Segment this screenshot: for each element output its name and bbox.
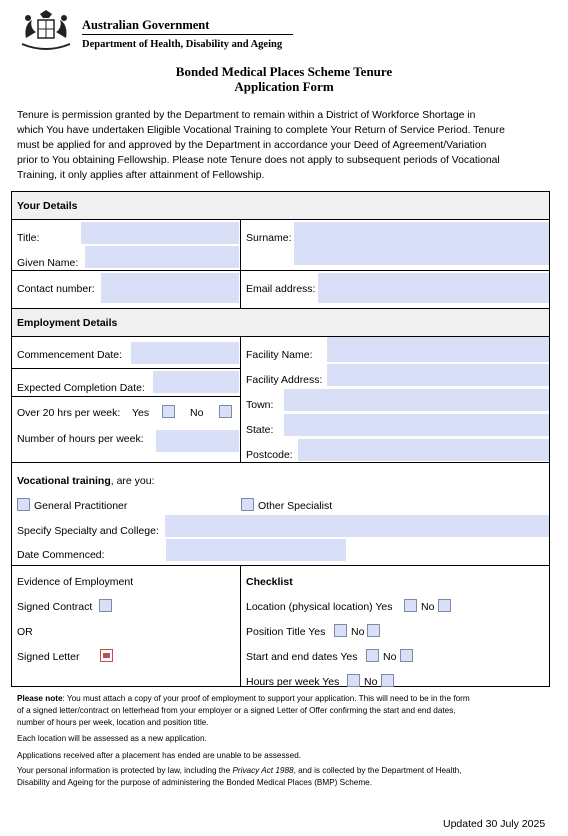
position-yes-checkbox[interactable]: [334, 624, 347, 637]
date-commenced-field[interactable]: [166, 539, 346, 561]
checklist-heading: Checklist: [246, 576, 293, 588]
checked-mark-icon: [103, 653, 110, 658]
please-note-line: of a signed letter/contract on letterhead from your employer or a signed Letter of Offer confirming the start and end dates,: [17, 706, 456, 715]
intro-line: prior to You obtaining Fellowship. Please note Tenure does not apply to subsequent periods of Vocational: [17, 155, 500, 166]
location-no-label: No: [421, 601, 435, 613]
dates-no-checkbox[interactable]: [400, 649, 413, 662]
contact-number-label: Contact number:: [17, 283, 95, 295]
dates-no-label: No: [383, 651, 397, 663]
intro-line: Tenure is permission granted by the Department to remain within a District of Workforce Shortage in: [17, 110, 476, 121]
state-field[interactable]: [284, 414, 549, 436]
vocational-heading-rest: , are you:: [110, 475, 155, 487]
or-label: OR: [17, 626, 33, 638]
vocational-heading: [17, 475, 155, 487]
gp-checkbox[interactable]: [17, 498, 30, 511]
please-note-line: [17, 693, 470, 705]
checklist-dates-label: Start and end dates Yes: [246, 651, 358, 663]
hours-yes-checkbox[interactable]: [347, 674, 360, 687]
position-no-checkbox[interactable]: [367, 624, 380, 637]
over-20-yes-checkbox[interactable]: [162, 405, 175, 418]
over-20-yes-label: Yes: [132, 407, 150, 419]
intro-line: must be applied for and approved by the Department in accordance your Deed of Agreement/Variation: [17, 140, 487, 151]
facility-address-field[interactable]: [327, 364, 549, 386]
position-no-label: No: [351, 626, 365, 638]
each-location-note: Each location will be assessed as a new application.: [17, 734, 207, 743]
section-employment-heading: Employment Details: [17, 317, 118, 329]
divider: [11, 368, 240, 369]
privacy-note: [17, 765, 462, 789]
facility-name-label: Facility Name:: [246, 349, 313, 361]
privacy-line: [17, 765, 462, 777]
other-specialist-label: Other Specialist: [258, 500, 333, 512]
please-note-line: number of hours per week, location and position title.: [17, 718, 209, 727]
commencement-date-field[interactable]: [131, 342, 239, 364]
title-label: Title:: [17, 232, 40, 244]
privacy-text-b: , and is collected by the Department of Health,: [293, 766, 462, 775]
over-20-no-checkbox[interactable]: [219, 405, 232, 418]
facility-name-field[interactable]: [327, 337, 549, 362]
signed-contract-label: Signed Contract: [17, 601, 93, 613]
specialty-label: Specify Specialty and College:: [17, 525, 159, 537]
dates-yes-checkbox[interactable]: [366, 649, 379, 662]
title-field[interactable]: [81, 222, 239, 244]
hours-per-week-label: Number of hours per week:: [17, 433, 144, 445]
email-label: Email address:: [246, 283, 316, 295]
hours-no-checkbox[interactable]: [381, 674, 394, 687]
location-no-checkbox[interactable]: [438, 599, 451, 612]
divider: [11, 219, 550, 220]
section-your-details-heading: Your Details: [17, 200, 78, 212]
state-label: State:: [246, 424, 274, 436]
signed-letter-checkbox[interactable]: [100, 649, 113, 662]
checklist-location-label: Location (physical location) Yes: [246, 601, 393, 613]
evidence-heading: Evidence of Employment: [17, 576, 134, 588]
specialty-field[interactable]: [165, 515, 549, 537]
section-employment-details: [12, 309, 549, 336]
please-note-text: : You must attach a copy of your proof of employment to support your application. This will need to be in the form: [62, 694, 470, 703]
department-name: Department of Health, Disability and Ageing: [82, 39, 283, 50]
other-specialist-checkbox[interactable]: [241, 498, 254, 511]
privacy-act-name: Privacy Act 1988: [232, 766, 294, 775]
form-title: [0, 64, 568, 94]
please-note-bold: Please note: [17, 694, 63, 703]
contact-number-field[interactable]: [101, 273, 239, 303]
header-divider: [82, 34, 293, 35]
hours-no-label: No: [364, 676, 378, 688]
gp-label: General Practitioner: [34, 500, 128, 512]
hours-per-week-field[interactable]: [156, 430, 239, 452]
town-field[interactable]: [284, 389, 549, 411]
expected-completion-label: Expected Completion Date:: [17, 382, 145, 394]
divider: [240, 565, 241, 687]
section-your-details: [12, 192, 549, 219]
divider: [11, 396, 240, 397]
facility-address-label: Facility Address:: [246, 374, 323, 386]
divider: [240, 219, 241, 308]
after-placement-note: Applications received after a placement has ended are unable to be assessed.: [17, 751, 302, 760]
date-commenced-label: Date Commenced:: [17, 549, 105, 561]
government-crest-logo: [16, 8, 76, 54]
commencement-date-label: Commencement Date:: [17, 349, 123, 361]
intro-line: Training, it only applies after attainment of Fellowship.: [17, 170, 265, 181]
divider: [11, 565, 550, 566]
surname-label: Surname:: [246, 232, 292, 244]
given-name-label: Given Name:: [17, 257, 79, 269]
intro-paragraph: [17, 108, 505, 183]
given-name-field[interactable]: [85, 246, 239, 268]
location-yes-checkbox[interactable]: [404, 599, 417, 612]
intro-line: which You have undertaken Eligible Vocational Training to complete Your Return of Service Period. Tenure: [17, 125, 505, 136]
postcode-label: Postcode:: [246, 449, 293, 461]
privacy-line: Disability and Ageing for the purpose of administering the Bonded Medical Places (BMP) Scheme.: [17, 778, 372, 787]
divider: [240, 336, 241, 462]
updated-date: Updated 30 July 2025: [443, 818, 546, 830]
over-20-hrs-label: Over 20 hrs per week:: [17, 407, 121, 419]
signed-contract-checkbox[interactable]: [99, 599, 112, 612]
email-field[interactable]: [318, 273, 549, 303]
postcode-field[interactable]: [298, 439, 549, 461]
form-title-line1: Bonded Medical Places Scheme Tenure: [175, 64, 393, 79]
expected-completion-field[interactable]: [153, 371, 239, 393]
divider: [11, 462, 550, 463]
town-label: Town:: [246, 399, 274, 411]
over-20-no-label: No: [190, 407, 204, 419]
gov-name: Australian Government: [82, 18, 210, 32]
divider: [11, 270, 550, 271]
signed-letter-label: Signed Letter: [17, 651, 80, 663]
vocational-heading-bold: Vocational training: [17, 475, 111, 487]
checklist-hours-label: Hours per week Yes: [246, 676, 340, 688]
privacy-text-a: Your personal information is protected by law, including the: [17, 766, 233, 775]
checklist-position-label: Position Title Yes: [246, 626, 326, 638]
form-title-line2: Application Form: [234, 79, 334, 94]
please-note: [17, 693, 470, 729]
surname-field[interactable]: [294, 222, 549, 265]
